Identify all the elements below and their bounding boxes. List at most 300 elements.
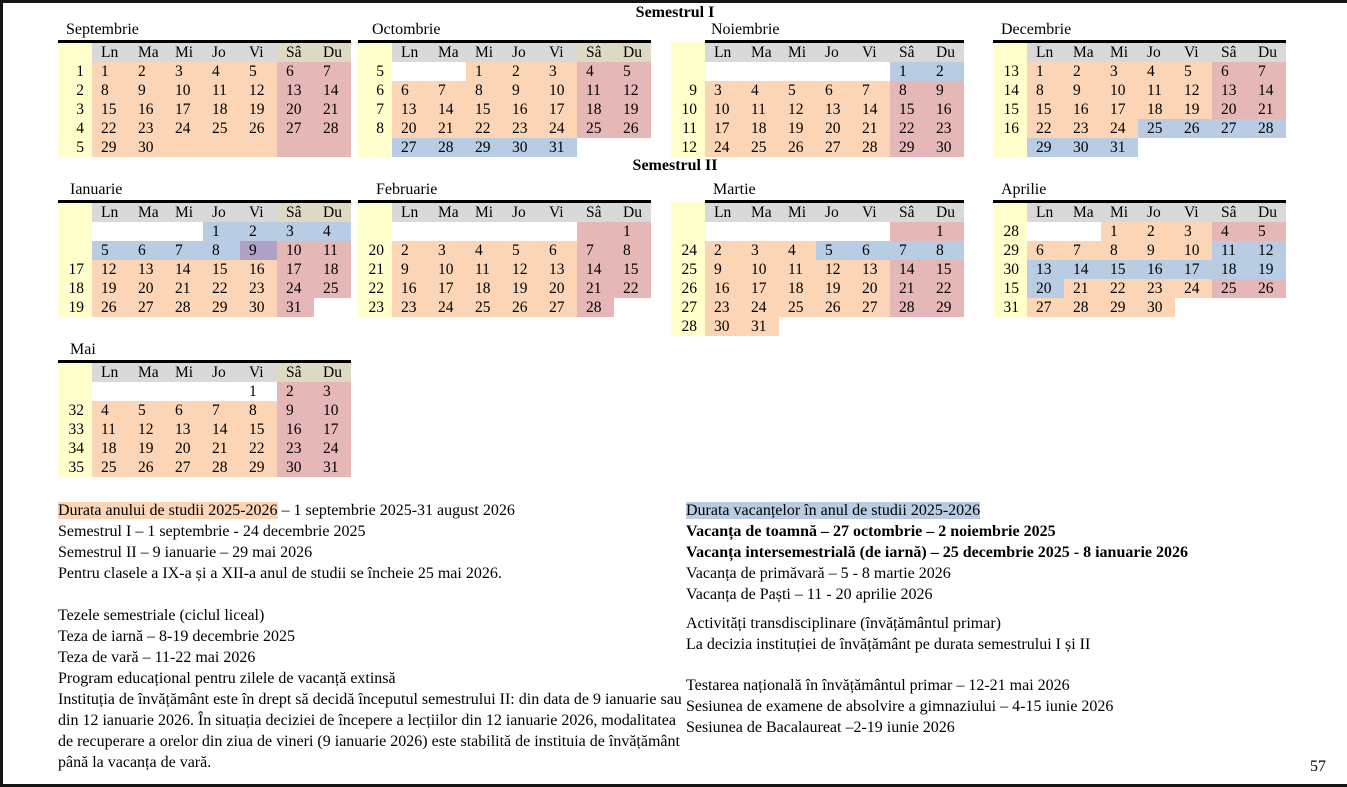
month-noiembrie xyxy=(671,19,964,157)
day-cell: 19 xyxy=(614,100,651,119)
week-number xyxy=(993,138,1027,157)
calendar-week-row xyxy=(671,317,964,336)
day-cell: 7 xyxy=(890,241,927,260)
day-cell: 19 xyxy=(129,439,166,458)
week-number: 32 xyxy=(58,401,92,420)
day-header: Mi xyxy=(166,42,203,63)
day-cell: 13 xyxy=(853,260,890,279)
note-text: Vacanța intersemestrială (de iarnă) – 25 decembrie 2025 - 8 ianuarie 2026 xyxy=(686,544,1188,561)
day-cell: 30 xyxy=(240,298,277,317)
day-cell: 3 xyxy=(277,222,314,241)
calendar-week-row xyxy=(58,138,351,157)
day-cell: 23 xyxy=(240,279,277,298)
day-header: Du xyxy=(927,202,964,223)
day-cell: 11 xyxy=(314,241,351,260)
day-cell: 20 xyxy=(392,119,429,138)
day-cell: 14 xyxy=(1249,81,1286,100)
calendar-week-row xyxy=(993,138,1286,157)
day-cell: 6 xyxy=(392,81,429,100)
calendar-week-row xyxy=(993,241,1286,260)
calendar-week-row xyxy=(358,81,651,100)
day-cell: 27 xyxy=(816,138,853,157)
day-cell xyxy=(890,317,927,336)
day-cell: 3 xyxy=(1175,222,1212,241)
day-cell: 26 xyxy=(1249,279,1286,298)
day-cell: 5 xyxy=(1175,62,1212,81)
week-number xyxy=(58,241,92,260)
day-cell: 10 xyxy=(540,81,577,100)
day-header: Sâ xyxy=(1212,42,1249,63)
calendar-week-row xyxy=(671,62,964,81)
day-cell: 10 xyxy=(166,81,203,100)
day-cell: 11 xyxy=(92,420,129,439)
week-column-header xyxy=(58,362,92,383)
day-cell: 21 xyxy=(890,279,927,298)
note-text: Program educațional pentru zilele de vacanță extinsă xyxy=(58,670,396,687)
day-cell: 24 xyxy=(166,119,203,138)
day-cell: 12 xyxy=(240,81,277,100)
day-cell xyxy=(1175,138,1212,157)
day-header: Vi xyxy=(240,202,277,223)
note-text: Semestrul I – 1 septembrie - 24 decembrie 2025 xyxy=(58,523,366,540)
note-text: Pentru clasele a IX-a și a XII-a anul de studii se încheie 25 mai 2026. xyxy=(58,565,502,582)
day-cell xyxy=(503,222,540,241)
highlighted-text: Durata anului de studii 2025-2026 xyxy=(58,502,278,519)
day-cell: 4 xyxy=(314,222,351,241)
week-number: 19 xyxy=(58,298,92,317)
day-cell: 18 xyxy=(1212,260,1249,279)
calendar-week-row xyxy=(58,382,351,401)
day-cell: 3 xyxy=(314,382,351,401)
day-cell xyxy=(816,317,853,336)
day-cell: 18 xyxy=(314,260,351,279)
day-cell: 24 xyxy=(540,119,577,138)
day-cell: 21 xyxy=(853,119,890,138)
day-cell: 23 xyxy=(392,298,429,317)
day-cell: 2 xyxy=(240,222,277,241)
calendar-week-row xyxy=(358,119,651,138)
day-cell: 10 xyxy=(1175,241,1212,260)
day-cell xyxy=(314,298,351,317)
week-number xyxy=(671,222,705,241)
study-year-notes xyxy=(58,500,690,584)
day-cell xyxy=(890,222,927,241)
day-cell: 4 xyxy=(203,62,240,81)
day-cell: 2 xyxy=(392,241,429,260)
week-column-header xyxy=(993,42,1027,63)
day-cell: 2 xyxy=(503,62,540,81)
day-cell: 23 xyxy=(927,119,964,138)
note-text: Activități transdisciplinare (învățământul primar) xyxy=(686,615,1002,632)
calendar-table-noiembrie xyxy=(671,40,964,157)
month-name-octombrie: Octombrie xyxy=(372,21,441,38)
month-name-ianuarie: Ianuarie xyxy=(70,181,123,198)
day-cell: 31 xyxy=(1101,138,1138,157)
day-cell: 26 xyxy=(816,298,853,317)
day-header: Ma xyxy=(129,202,166,223)
day-cell: 22 xyxy=(890,119,927,138)
day-cell: 23 xyxy=(1064,119,1101,138)
week-number: 21 xyxy=(358,260,392,279)
day-cell: 15 xyxy=(240,420,277,439)
day-cell: 26 xyxy=(503,298,540,317)
day-header: Ma xyxy=(742,42,779,63)
day-cell: 5 xyxy=(503,241,540,260)
calendar-week-row xyxy=(358,241,651,260)
day-cell xyxy=(466,222,503,241)
day-cell: 4 xyxy=(92,401,129,420)
calendar-week-row xyxy=(993,222,1286,241)
exams-notes xyxy=(686,675,1342,738)
day-header: Jo xyxy=(816,202,853,223)
calendar-week-row xyxy=(993,119,1286,138)
week-number: 17 xyxy=(58,260,92,279)
day-cell: 16 xyxy=(277,420,314,439)
day-cell: 19 xyxy=(240,100,277,119)
day-cell: 23 xyxy=(129,119,166,138)
day-cell: 22 xyxy=(1101,279,1138,298)
day-cell: 19 xyxy=(1249,260,1286,279)
week-number xyxy=(671,62,705,81)
note-line xyxy=(686,563,1342,584)
day-cell: 14 xyxy=(890,260,927,279)
day-cell: 1 xyxy=(466,62,503,81)
day-cell: 29 xyxy=(890,138,927,157)
day-cell: 11 xyxy=(779,260,816,279)
week-number: 26 xyxy=(671,279,705,298)
day-cell: 25 xyxy=(314,279,351,298)
day-cell: 12 xyxy=(503,260,540,279)
day-cell: 1 xyxy=(1027,62,1064,81)
day-header: Sâ xyxy=(277,362,314,383)
day-cell: 19 xyxy=(503,279,540,298)
day-cell: 16 xyxy=(1064,100,1101,119)
day-cell: 17 xyxy=(705,119,742,138)
day-cell: 21 xyxy=(429,119,466,138)
day-header: Jo xyxy=(816,42,853,63)
note-line xyxy=(58,689,694,773)
calendar-week-row xyxy=(358,279,651,298)
day-cell: 5 xyxy=(92,241,129,260)
day-cell: 4 xyxy=(466,241,503,260)
day-cell: 3 xyxy=(1101,62,1138,81)
week-number: 24 xyxy=(671,241,705,260)
day-cell: 26 xyxy=(240,119,277,138)
calendar-week-row xyxy=(671,81,964,100)
day-cell xyxy=(166,382,203,401)
week-column-header xyxy=(671,202,705,223)
highlighted-text: Durata vacanțelor în anul de studii 2025-2026 xyxy=(686,502,981,519)
day-cell: 3 xyxy=(742,241,779,260)
day-cell: 28 xyxy=(577,298,614,317)
day-cell: 15 xyxy=(614,260,651,279)
day-cell xyxy=(853,222,890,241)
note-text: Teza de vară – 11-22 mai 2026 xyxy=(58,649,256,666)
day-cell: 21 xyxy=(1064,279,1101,298)
day-cell: 2 xyxy=(277,382,314,401)
week-number: 13 xyxy=(993,62,1027,81)
day-cell: 29 xyxy=(203,298,240,317)
note-line xyxy=(686,521,1342,542)
day-cell: 11 xyxy=(466,260,503,279)
day-cell: 18 xyxy=(92,439,129,458)
day-cell: 1 xyxy=(890,62,927,81)
page-number: 57 xyxy=(1310,758,1326,775)
day-cell: 4 xyxy=(742,81,779,100)
day-cell: 12 xyxy=(92,260,129,279)
day-cell: 12 xyxy=(816,260,853,279)
day-cell: 18 xyxy=(1138,100,1175,119)
day-cell: 13 xyxy=(540,260,577,279)
day-header: Mi xyxy=(779,202,816,223)
note-line xyxy=(58,563,690,584)
note-text: Vacanța de primăvară – 5 - 8 martie 2026 xyxy=(686,565,951,582)
calendar-week-row xyxy=(671,100,964,119)
month-martie xyxy=(671,179,964,336)
week-number: 34 xyxy=(58,439,92,458)
day-cell xyxy=(779,222,816,241)
day-cell: 6 xyxy=(540,241,577,260)
day-header: Vi xyxy=(540,42,577,63)
week-number: 31 xyxy=(993,298,1027,317)
day-cell: 22 xyxy=(1027,119,1064,138)
day-header: Mi xyxy=(466,202,503,223)
day-cell: 3 xyxy=(705,81,742,100)
semester-2-title: Semestrul II xyxy=(632,157,718,174)
day-header: Ln xyxy=(392,42,429,63)
day-cell: 10 xyxy=(705,100,742,119)
day-header: Vi xyxy=(853,202,890,223)
day-cell: 2 xyxy=(129,62,166,81)
day-header: Jo xyxy=(203,42,240,63)
day-cell: 19 xyxy=(92,279,129,298)
day-cell: 9 xyxy=(240,241,277,260)
day-cell: 30 xyxy=(129,138,166,157)
calendar-week-row xyxy=(358,222,651,241)
week-number: 33 xyxy=(58,420,92,439)
day-cell: 10 xyxy=(1101,81,1138,100)
day-cell: 31 xyxy=(277,298,314,317)
day-cell: 8 xyxy=(1101,241,1138,260)
day-cell xyxy=(927,317,964,336)
day-cell: 26 xyxy=(129,458,166,477)
day-cell: 16 xyxy=(503,100,540,119)
calendar-week-row xyxy=(58,439,351,458)
day-cell xyxy=(203,138,240,157)
day-cell: 22 xyxy=(466,119,503,138)
week-number: 11 xyxy=(671,119,705,138)
week-number: 29 xyxy=(993,241,1027,260)
day-header: Sâ xyxy=(890,42,927,63)
week-number: 20 xyxy=(358,241,392,260)
day-cell: 8 xyxy=(203,241,240,260)
day-cell: 20 xyxy=(1027,279,1064,298)
day-cell xyxy=(92,382,129,401)
day-cell xyxy=(1175,298,1212,317)
day-header: Sâ xyxy=(1212,202,1249,223)
day-cell: 30 xyxy=(927,138,964,157)
day-cell: 28 xyxy=(1249,119,1286,138)
day-cell: 11 xyxy=(1212,241,1249,260)
day-cell: 28 xyxy=(853,138,890,157)
day-header: Sâ xyxy=(577,42,614,63)
day-cell: 14 xyxy=(429,100,466,119)
day-cell: 9 xyxy=(1064,81,1101,100)
day-cell: 18 xyxy=(577,100,614,119)
day-cell: 7 xyxy=(203,401,240,420)
month-octombrie xyxy=(358,19,651,157)
day-cell: 18 xyxy=(466,279,503,298)
day-cell: 25 xyxy=(1212,279,1249,298)
day-cell: 17 xyxy=(314,420,351,439)
month-septembrie xyxy=(58,19,351,157)
day-cell xyxy=(853,317,890,336)
day-cell: 24 xyxy=(1101,119,1138,138)
day-cell: 20 xyxy=(1212,100,1249,119)
day-cell: 26 xyxy=(779,138,816,157)
day-cell: 1 xyxy=(203,222,240,241)
note-text: Sesiunea de Bacalaureat –2-19 iunie 2026 xyxy=(686,719,955,736)
day-cell: 17 xyxy=(277,260,314,279)
day-cell: 30 xyxy=(1064,138,1101,157)
calendar-table-septembrie xyxy=(58,40,351,157)
calendar-week-row xyxy=(671,260,964,279)
day-header: Ma xyxy=(429,42,466,63)
note-line xyxy=(58,500,690,521)
day-cell xyxy=(614,138,651,157)
day-cell: 28 xyxy=(166,298,203,317)
day-cell: 9 xyxy=(705,260,742,279)
day-header: Ma xyxy=(742,202,779,223)
month-aprilie xyxy=(993,179,1286,317)
day-cell: 21 xyxy=(203,439,240,458)
calendar-week-row xyxy=(58,298,351,317)
day-cell: 27 xyxy=(853,298,890,317)
day-header: Ma xyxy=(1064,202,1101,223)
day-cell: 31 xyxy=(540,138,577,157)
calendar-week-row xyxy=(58,420,351,439)
day-cell: 2 xyxy=(705,241,742,260)
day-header: Jo xyxy=(1138,202,1175,223)
day-cell: 10 xyxy=(277,241,314,260)
day-cell: 17 xyxy=(1101,100,1138,119)
day-cell: 7 xyxy=(577,241,614,260)
day-cell: 1 xyxy=(927,222,964,241)
day-cell: 24 xyxy=(429,298,466,317)
week-column-header xyxy=(58,42,92,63)
note-line xyxy=(686,717,1342,738)
day-cell: 18 xyxy=(779,279,816,298)
day-header: Mi xyxy=(1101,42,1138,63)
day-header: Jo xyxy=(1138,42,1175,63)
week-number xyxy=(358,138,392,157)
day-header: Vi xyxy=(1175,42,1212,63)
day-cell: 25 xyxy=(779,298,816,317)
day-cell: 6 xyxy=(129,241,166,260)
day-cell: 7 xyxy=(1064,241,1101,260)
month-name-noiembrie: Noiembrie xyxy=(711,21,780,38)
month-name-aprilie: Aprilie xyxy=(1001,181,1047,198)
day-cell xyxy=(277,138,314,157)
day-cell: 10 xyxy=(314,401,351,420)
day-cell xyxy=(577,222,614,241)
note-text: Tezele semestriale (ciclul liceal) xyxy=(58,607,265,624)
day-cell: 24 xyxy=(705,138,742,157)
day-header: Ma xyxy=(429,202,466,223)
day-cell: 17 xyxy=(742,279,779,298)
day-cell: 15 xyxy=(92,100,129,119)
day-cell: 22 xyxy=(927,279,964,298)
note-line xyxy=(58,668,694,689)
day-cell: 5 xyxy=(779,81,816,100)
calendar-week-row xyxy=(58,222,351,241)
day-cell: 9 xyxy=(277,401,314,420)
day-cell xyxy=(240,138,277,157)
day-cell: 27 xyxy=(392,138,429,157)
day-header: Ma xyxy=(1064,42,1101,63)
month-name-martie: Martie xyxy=(713,181,756,198)
note-line xyxy=(58,521,690,542)
day-cell xyxy=(129,222,166,241)
note-text: Semestrul II – 9 ianuarie – 29 mai 2026 xyxy=(58,544,313,561)
day-cell xyxy=(614,298,651,317)
day-cell: 5 xyxy=(816,241,853,260)
note-text: La decizia instituției de învățământ pe durata semestrului I și II xyxy=(686,636,1091,653)
day-cell: 4 xyxy=(779,241,816,260)
calendar-week-row xyxy=(993,260,1286,279)
calendar-table-decembrie xyxy=(993,40,1286,157)
week-number xyxy=(58,382,92,401)
day-header: Sâ xyxy=(890,202,927,223)
calendar-week-row xyxy=(993,279,1286,298)
day-header: Du xyxy=(314,202,351,223)
calendar-week-row xyxy=(358,298,651,317)
day-cell: 11 xyxy=(203,81,240,100)
day-cell xyxy=(166,222,203,241)
day-cell: 12 xyxy=(1175,81,1212,100)
calendar-table-februarie xyxy=(358,200,651,317)
day-cell: 29 xyxy=(240,458,277,477)
day-cell: 5 xyxy=(614,62,651,81)
week-number: 5 xyxy=(58,138,92,157)
day-header: Du xyxy=(614,202,651,223)
day-cell: 13 xyxy=(816,100,853,119)
day-cell: 25 xyxy=(1138,119,1175,138)
week-number: 27 xyxy=(671,298,705,317)
calendar-week-row xyxy=(993,62,1286,81)
week-number: 15 xyxy=(993,100,1027,119)
day-cell: 31 xyxy=(314,458,351,477)
day-cell: 16 xyxy=(240,260,277,279)
day-cell: 21 xyxy=(314,100,351,119)
day-header: Du xyxy=(614,42,651,63)
week-number: 23 xyxy=(358,298,392,317)
day-header: Ln xyxy=(1027,42,1064,63)
day-cell: 13 xyxy=(1027,260,1064,279)
week-number: 25 xyxy=(671,260,705,279)
calendar-week-row xyxy=(358,138,651,157)
day-cell: 13 xyxy=(1212,81,1249,100)
day-cell: 20 xyxy=(277,100,314,119)
day-header: Du xyxy=(1249,42,1286,63)
day-cell: 12 xyxy=(614,81,651,100)
day-header: Vi xyxy=(1175,202,1212,223)
day-cell: 14 xyxy=(1064,260,1101,279)
calendar-week-row xyxy=(58,81,351,100)
calendar-week-row xyxy=(58,62,351,81)
day-cell: 22 xyxy=(203,279,240,298)
day-cell: 15 xyxy=(927,260,964,279)
